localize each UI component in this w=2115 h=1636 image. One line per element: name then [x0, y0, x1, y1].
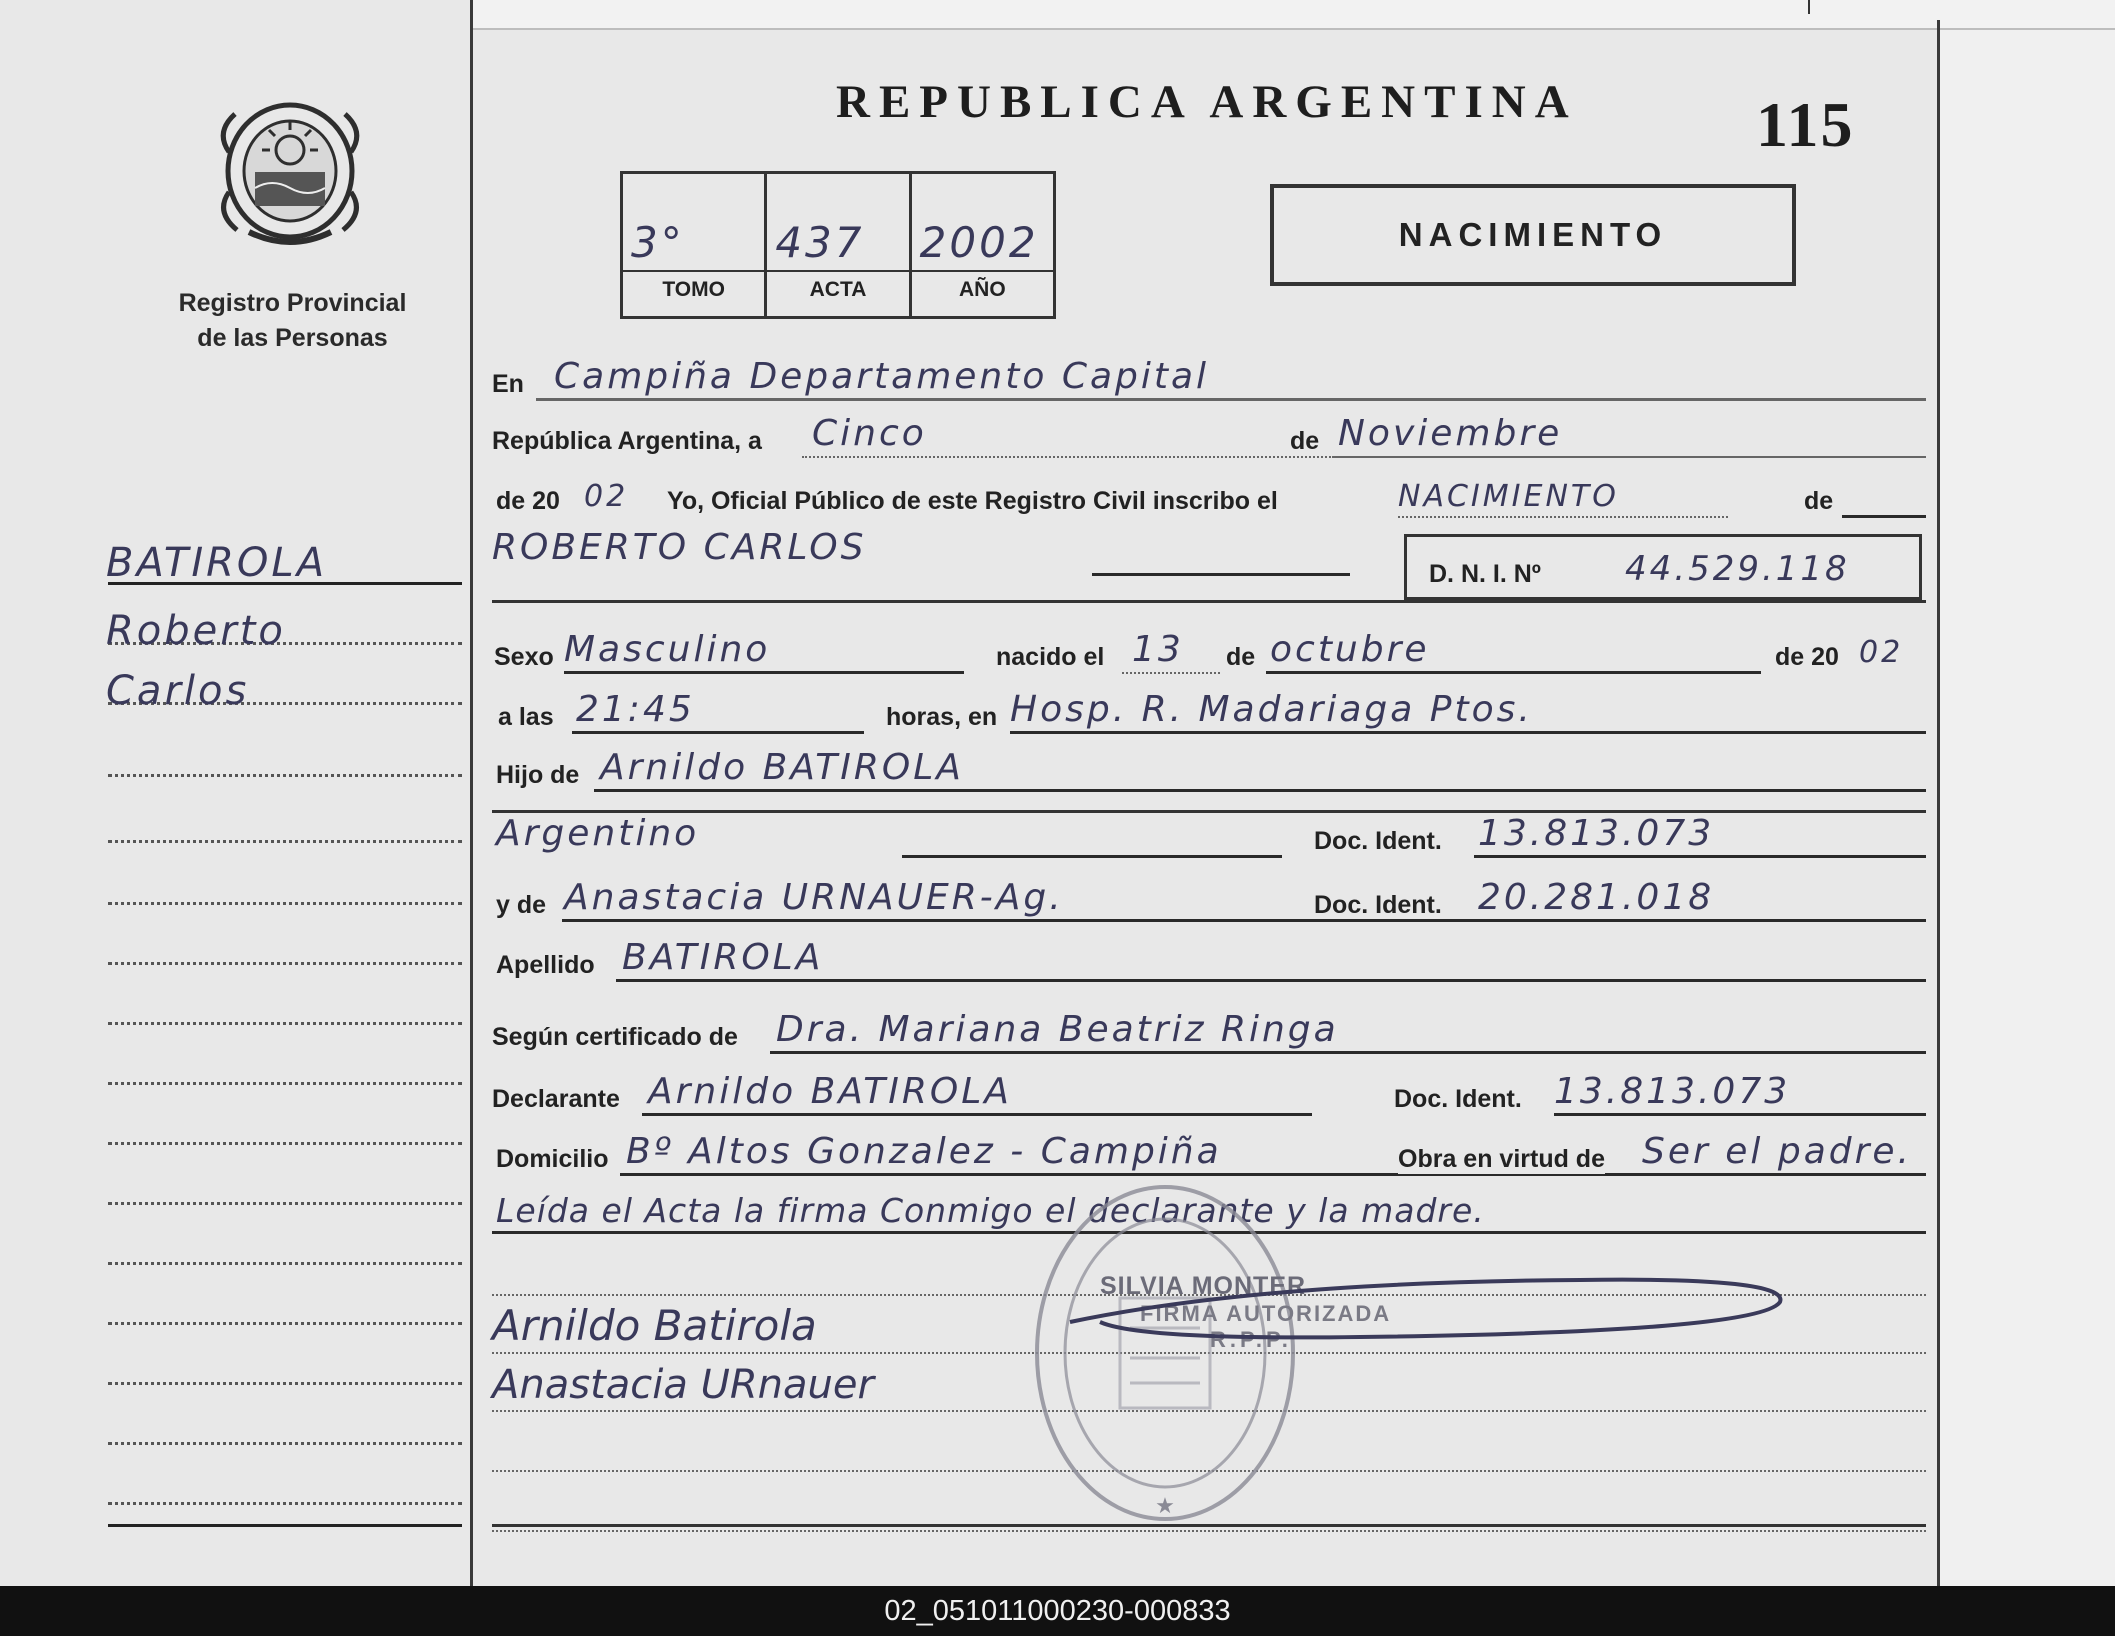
de-label-3: de: [1226, 643, 1256, 671]
birth-month-value: octubre: [1270, 629, 1430, 670]
row-nacionalidad: [492, 812, 1926, 862]
birth-year-value: 02: [1859, 635, 1904, 670]
anio-value: 2002: [919, 218, 1039, 267]
registry-name-line1: Registro Provincial: [178, 289, 407, 317]
father-nationality-value: Argentino: [496, 813, 700, 854]
fill-line: [1122, 672, 1220, 674]
margin-bottom-rule: [108, 1524, 462, 1527]
margin-line: [108, 1382, 462, 1385]
dni-value: 44.529.118: [1625, 549, 1850, 589]
document-type-box: NACIMIENTO: [1270, 184, 1796, 286]
father-doc-value: 13.813.073: [1478, 813, 1715, 854]
margin-line: [108, 902, 462, 905]
underlying-sheet: [1940, 28, 2115, 1586]
dni-label: D. N. I. Nº: [1429, 560, 1541, 588]
mother-doc-value: 20.281.018: [1478, 877, 1715, 918]
country-title: REPUBLICA ARGENTINA: [836, 76, 1578, 128]
certificado-value: Dra. Mariana Beatriz Ringa: [776, 1009, 1339, 1050]
acta-label: ACTA: [809, 278, 867, 301]
signature-2: Anastacia URnauer: [492, 1362, 874, 1408]
fill-line: [1474, 855, 1926, 858]
fill-line: [902, 855, 1282, 858]
margin-line: [108, 1322, 462, 1325]
fill-line: [594, 789, 1926, 792]
tomo-value: 3°: [631, 218, 685, 267]
fill-line: [620, 1173, 1926, 1176]
acta-cell: [767, 174, 911, 316]
horas-label: horas, en: [886, 703, 998, 731]
fill-line: [1554, 1113, 1926, 1116]
lectura-value: Leída el Acta la firma Conmigo el declarante y la madre.: [496, 1191, 1485, 1230]
dni-box: [1404, 534, 1922, 600]
fill-line: [1092, 573, 1350, 576]
margin-line: [108, 1202, 462, 1205]
margin-line: [108, 840, 462, 843]
row-domicilio: [492, 1130, 1926, 1180]
alas-label: a las: [498, 703, 554, 731]
birth-time-value: 21:45: [576, 689, 695, 730]
fill-line: [1398, 516, 1728, 518]
lugar-value: Campiña Departamento Capital: [554, 356, 1210, 397]
svg-text:★: ★: [1155, 1494, 1175, 1519]
en-label: En: [492, 370, 524, 398]
fill-line: [1266, 671, 1761, 674]
segun-label: Según certificado de: [492, 1023, 738, 1051]
nacido-label: nacido el: [996, 643, 1105, 671]
apellido-label: Apellido: [496, 951, 595, 979]
row-lugar: [492, 355, 1926, 405]
fill-line: [564, 671, 964, 674]
row-apellido: [492, 936, 1926, 986]
margin-line: [108, 1262, 462, 1265]
fill-line: [492, 1530, 1926, 1532]
row-sexo: [492, 628, 1926, 678]
row-padre: [492, 746, 1926, 796]
de-label: de: [1290, 427, 1320, 455]
fill-line: [572, 731, 864, 734]
province-seal-icon: [215, 92, 365, 250]
signature-1: Arnildo Batirola: [492, 1301, 817, 1350]
right-border-line: [1937, 20, 1940, 1586]
margin-given-name-2: Carlos: [106, 668, 250, 714]
birth-place-value: Hosp. R. Madariaga Ptos.: [1010, 689, 1533, 730]
cell-divider: [623, 270, 764, 272]
sexo-value: Masculino: [564, 629, 771, 670]
row-oficial: [492, 472, 1926, 522]
image-caption: 02_051011000230-000833: [0, 1586, 2115, 1636]
year-prefix-label: de 20: [496, 487, 560, 515]
registry-box: [620, 171, 1056, 319]
anio-label: AÑO: [958, 278, 1006, 301]
birth-day-value: 13: [1132, 629, 1184, 670]
margin-line: [108, 962, 462, 965]
row-madre: [492, 876, 1926, 926]
fill-line: [562, 919, 1926, 922]
obra-label: Obra en virtud de: [1398, 1145, 1605, 1173]
margin-line: [108, 1082, 462, 1085]
row-certificado: [492, 1008, 1926, 1058]
birth-year-prefix: de 20: [1775, 643, 1839, 671]
obra-value: Ser el padre.: [1642, 1131, 1912, 1172]
declarante-value: Arnildo BATIROLA: [648, 1071, 1012, 1112]
fill-line: [770, 1051, 1926, 1054]
republica-label: República Argentina, a: [492, 427, 762, 455]
fill-line: [536, 398, 1926, 401]
margin-line: [108, 1502, 462, 1505]
yde-label: y de: [496, 891, 547, 919]
cell-divider: [767, 270, 908, 272]
doc-ident-label: Doc. Ident.: [1314, 827, 1442, 855]
doc-ident-label: Doc. Ident.: [1394, 1085, 1522, 1113]
top-tick-mark: [1808, 0, 1810, 14]
acta-value: 437: [775, 218, 865, 267]
dia-value: Cinco: [812, 413, 927, 454]
margin-line: [108, 774, 462, 777]
official-role: FIRMA AUTORIZADA: [1140, 1301, 1392, 1326]
tomo-cell: [623, 174, 767, 316]
fill-line: [1332, 456, 1926, 458]
declarante-doc-value: 13.813.073: [1554, 1071, 1791, 1112]
hijo-label: Hijo de: [496, 761, 580, 789]
sheet-edge: [470, 0, 2115, 30]
fill-line: [1842, 515, 1926, 518]
fill-line: [616, 979, 1926, 982]
row-hora: [492, 688, 1926, 738]
doc-ident-label: Doc. Ident.: [1314, 891, 1442, 919]
apellido-value: BATIROLA: [622, 937, 824, 978]
tomo-label: TOMO: [662, 278, 725, 301]
cell-divider: [912, 270, 1053, 272]
mes-value: Noviembre: [1338, 413, 1563, 454]
margin-line: [108, 1442, 462, 1445]
domicilio-label: Domicilio: [496, 1145, 609, 1173]
signature-flourish-icon: [1060, 1262, 1800, 1352]
fill-line: [642, 1113, 1312, 1116]
fill-line: [1010, 731, 1926, 734]
mother-name-value: Anastacia URNAUER-Ag.: [564, 877, 1064, 918]
child-name: ROBERTO CARLOS: [492, 527, 867, 568]
section-rule: [492, 600, 1926, 603]
acto-value: NACIMIENTO: [1398, 479, 1619, 514]
domicilio-value: Bº Altos Gonzalez - Campiña: [626, 1131, 1222, 1172]
row-fecha-inscripcion: [492, 412, 1926, 462]
margin-line: [108, 1022, 462, 1025]
registry-name: [150, 286, 435, 356]
de-label-2: de: [1804, 487, 1834, 515]
margin-line: [108, 1142, 462, 1145]
official-name: SILVIA MONTER: [1100, 1272, 1307, 1300]
registry-name-line2: de las Personas: [197, 324, 388, 352]
anio-cell: [912, 174, 1053, 316]
declarante-label: Declarante: [492, 1085, 620, 1113]
margin-given-name-1: Roberto: [106, 608, 286, 654]
page-number: 115: [1756, 89, 1855, 160]
sexo-label: Sexo: [494, 643, 554, 671]
father-name-value: Arnildo BATIROLA: [600, 747, 964, 788]
margin-divider: [470, 0, 473, 1586]
official-office: R.P.P.: [1210, 1327, 1292, 1352]
margin-surname: BATIROLA: [106, 540, 328, 586]
registry-stamp-icon: [1030, 1178, 1300, 1528]
row-declarante: [492, 1070, 1926, 1120]
oficial-text: Yo, Oficial Público de este Registro Civil inscribo el: [667, 487, 1278, 515]
year-value: 02: [584, 479, 629, 514]
